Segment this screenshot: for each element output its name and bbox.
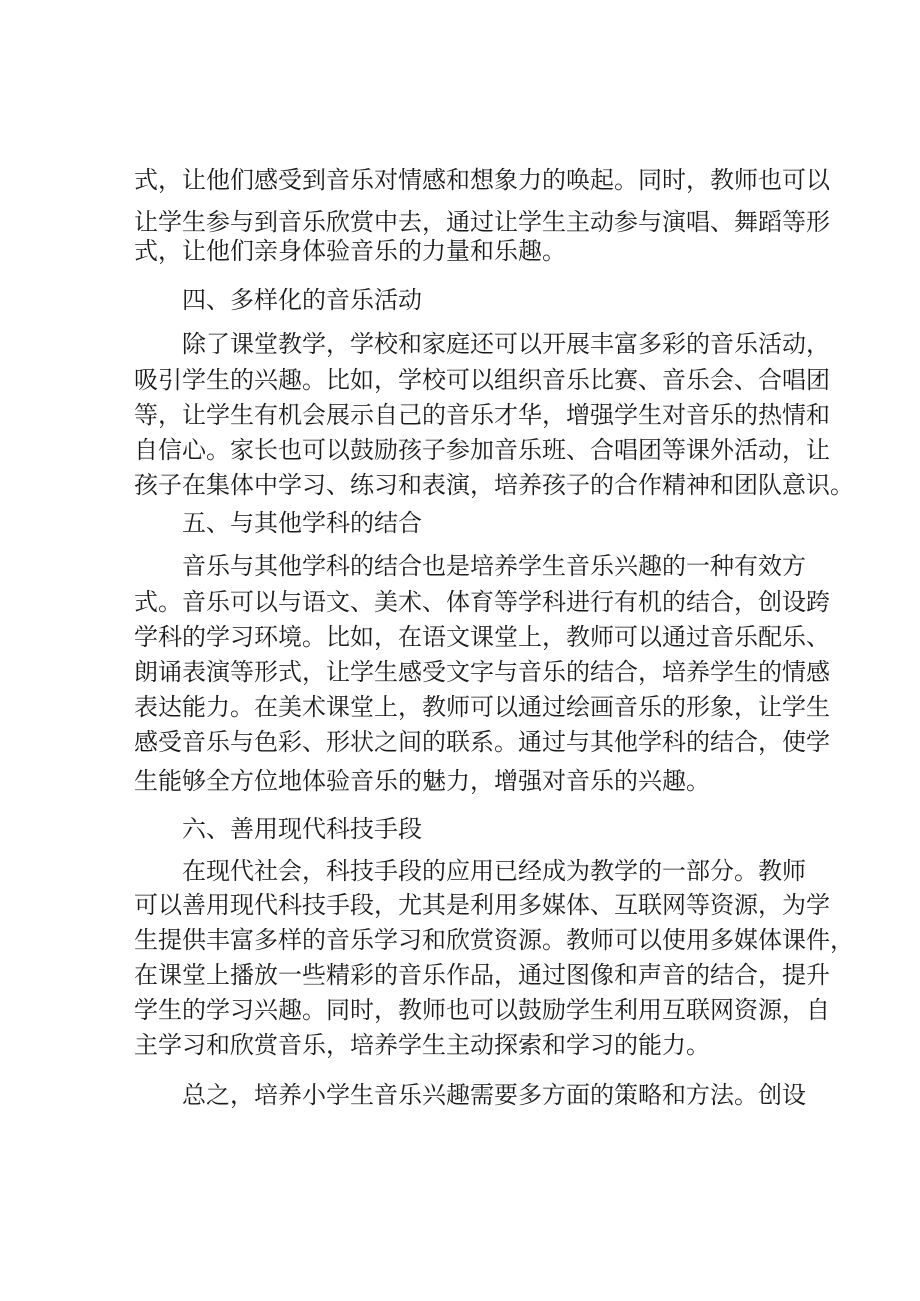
paragraph-line: 生能够全方位地体验音乐的魅力，增强对音乐的兴趣。 (134, 767, 710, 795)
section-heading: 四、多样化的音乐活动 (182, 286, 422, 314)
paragraph-line: 式，让他们感受到音乐对情感和想象力的唤起。同时，教师也可以 (134, 166, 830, 194)
paragraph-line: 表达能力。在美术课堂上，教师可以通过绘画音乐的形象，让学生 (134, 693, 830, 721)
paragraph-line: 音乐与其他学科的结合也是培养学生音乐兴趣的一种有效方 (182, 552, 806, 580)
paragraph-line: 式。音乐可以与语文、美术、体育等学科进行有机的结合，创设跨 (134, 588, 830, 616)
paragraph-line: 在课堂上播放一些精彩的音乐作品，通过图像和声音的结合，提升 (134, 961, 830, 989)
paragraph-line: 让学生参与到音乐欣赏中去，通过让学生主动参与演唱、舞蹈等形 (134, 208, 830, 236)
paragraph-line: 朗诵表演等形式，让学生感受文字与音乐的结合，培养学生的情感 (134, 658, 830, 686)
paragraph-line: 主学习和欣赏音乐，培养学生主动探索和学习的能力。 (134, 1031, 710, 1059)
paragraph-line: 总之，培养小学生音乐兴趣需要多方面的策略和方法。创设 (182, 1081, 806, 1109)
paragraph-line: 自信心。家长也可以鼓励孩子参加音乐班、合唱团等课外活动，让 (134, 436, 830, 464)
paragraph-line: 孩子在集体中学习、练习和表演，培养孩子的合作精神和团队意识。 (134, 471, 854, 499)
section-heading: 五、与其他学科的结合 (182, 509, 422, 537)
paragraph-line: 生提供丰富多样的音乐学习和欣赏资源。教师可以使用多媒体课件， (134, 926, 854, 954)
paragraph-line: 除了课堂教学，学校和家庭还可以开展丰富多彩的音乐活动， (182, 330, 830, 358)
section-heading: 六、善用现代科技手段 (182, 815, 422, 843)
paragraph-line: 等，让学生有机会展示自己的音乐才华，增强学生对音乐的热情和 (134, 401, 830, 429)
paragraph-line: 式，让他们亲身体验音乐的力量和乐趣。 (134, 237, 566, 265)
paragraph-line: 学科的学习环境。比如，在语文课堂上，教师可以通过音乐配乐、 (134, 623, 830, 651)
paragraph-line: 吸引学生的兴趣。比如，学校可以组织音乐比赛、音乐会、合唱团 (134, 366, 830, 394)
paragraph-line: 在现代社会，科技手段的应用已经成为教学的一部分。教师 (182, 857, 806, 885)
paragraph-line: 学生的学习兴趣。同时，教师也可以鼓励学生利用互联网资源，自 (134, 996, 830, 1024)
paragraph-line: 感受音乐与色彩、形状之间的联系。通过与其他学科的结合，使学 (134, 728, 830, 756)
paragraph-line: 可以善用现代科技手段，尤其是利用多媒体、互联网等资源，为学 (134, 891, 830, 919)
